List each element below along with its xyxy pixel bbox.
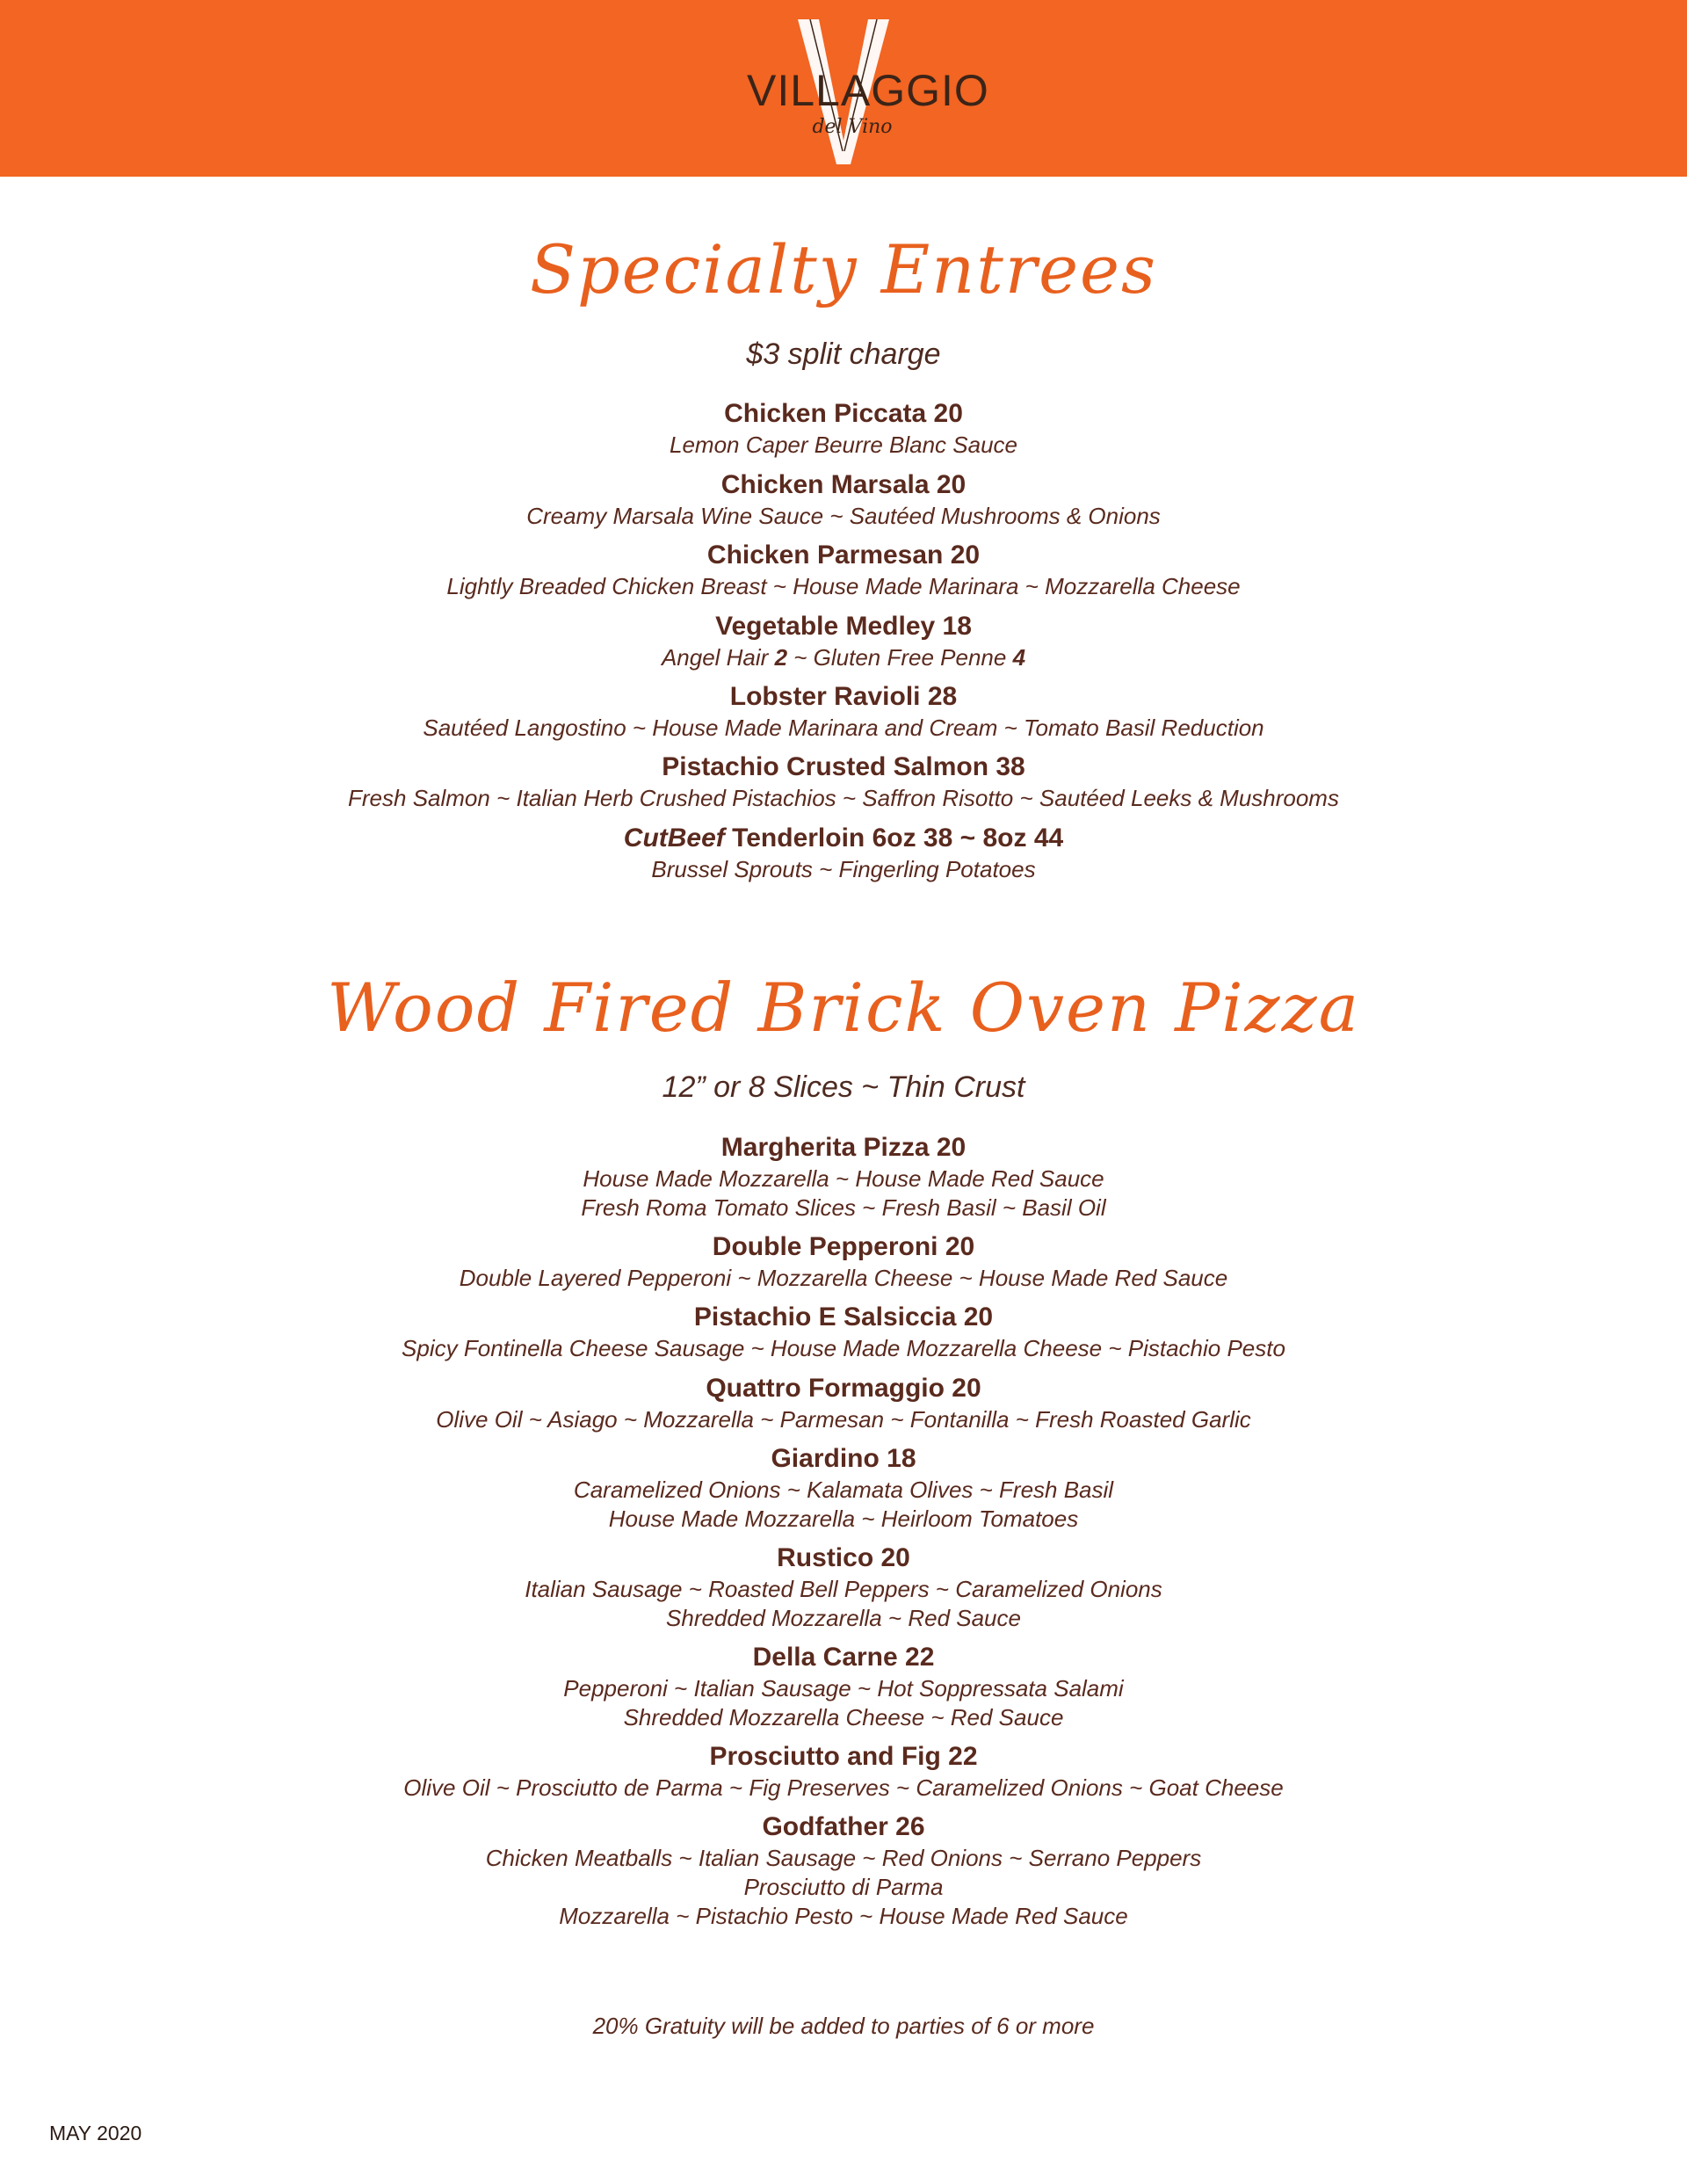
- entree-name: Chicken Parmesan 20: [706, 541, 981, 570]
- pizza-desc-line: Spicy Fontinella Cheese Sausage ~ House Made Mozzarella Cheese ~ Pistachio Pesto: [402, 1335, 1285, 1361]
- pizza-name: Godfather 26: [762, 1812, 925, 1841]
- entree-desc-part: 4: [1012, 644, 1026, 671]
- pizza-name: Double Pepperoni 20: [712, 1232, 975, 1261]
- brand-name: VILLAGGIO: [747, 66, 989, 115]
- pizza-name: Prosciutto and Fig 22: [709, 1742, 978, 1771]
- pizza-subtitle: 12” or 8 Slices ~ Thin Crust: [662, 1070, 1025, 1104]
- pizza-name: Quattro Formaggio 20: [706, 1374, 981, 1403]
- pizza-desc-line: Italian Sausage ~ Roasted Bell Peppers ~ Caramelized Onions: [525, 1576, 1162, 1602]
- pizza-desc-line: Shredded Mozzarella ~ Red Sauce: [666, 1605, 1021, 1631]
- pizza-title: Wood Fired Brick Oven Pizza: [327, 969, 1360, 1047]
- pizza-desc-line: Caramelized Onions ~ Kalamata Olives ~ Fresh Basil: [573, 1477, 1114, 1503]
- entree-desc-part: Angel Hair: [661, 644, 775, 671]
- pizza-desc-line: Olive Oil ~ Asiago ~ Mozzarella ~ Parmesan ~ Fontanilla ~ Fresh Roasted Garlic: [436, 1406, 1251, 1433]
- entree-name: Chicken Marsala 20: [720, 470, 967, 499]
- pizza-desc-line: Chicken Meatballs ~ Italian Sausage ~ Red Onions ~ Serrano Peppers: [485, 1845, 1202, 1871]
- entree-desc: Brussel Sprouts ~ Fingerling Potatoes: [651, 856, 1036, 882]
- entree-desc: Creamy Marsala Wine Sauce ~ Sautéed Mushrooms & Onions: [526, 503, 1161, 529]
- pizza-desc-line: Mozzarella ~ Pistachio Pesto ~ House Made Red Sauce: [559, 1903, 1128, 1929]
- pizza-desc-line: House Made Mozzarella ~ House Made Red Sauce: [583, 1165, 1104, 1192]
- pizza-desc-line: House Made Mozzarella ~ Heirloom Tomatoes: [608, 1506, 1079, 1532]
- header-banner: [0, 0, 1687, 177]
- entree-desc: Lightly Breaded Chicken Breast ~ House Made Marinara ~ Mozzarella Cheese: [446, 573, 1241, 599]
- entree-name: Lobster Ravioli 28: [729, 682, 958, 711]
- entree-desc-part: 2: [774, 644, 788, 671]
- entree-desc: Lemon Caper Beurre Blanc Sauce: [669, 432, 1017, 458]
- pizza-desc-line: Olive Oil ~ Prosciutto de Parma ~ Fig Preserves ~ Caramelized Onions ~ Goat Cheese: [403, 1774, 1284, 1801]
- pizza-name: Pistachio E Salsiccia 20: [693, 1302, 994, 1331]
- pizza-desc-line: Fresh Roma Tomato Slices ~ Fresh Basil ~ Basil Oil: [581, 1194, 1106, 1221]
- entree-name: Vegetable Medley 18: [715, 612, 972, 641]
- brand-subtitle: del Vino: [812, 116, 893, 138]
- entrees-title: Specialty Entrees: [529, 230, 1158, 308]
- villaggio-logo: [738, 19, 989, 164]
- entree-name: [0, 824, 1687, 853]
- pizza-name: Margherita Pizza 20: [720, 1133, 967, 1162]
- pizza-name: Rustico 20: [777, 1543, 910, 1572]
- entree-desc: [0, 644, 1687, 671]
- entree-name: Chicken Piccata 20: [724, 399, 963, 428]
- entree-desc-part: ~ Gluten Free Penne: [787, 644, 1013, 671]
- pizza-desc-line: Prosciutto di Parma: [743, 1874, 944, 1900]
- pizza-desc-line: Shredded Mozzarella Cheese ~ Red Sauce: [623, 1704, 1064, 1731]
- pizza-name: Giardino 18: [771, 1444, 916, 1473]
- entree-name-part: Tenderloin 6oz 38 ~ 8oz 44: [724, 824, 1064, 853]
- entrees-subtitle: $3 split charge: [746, 337, 941, 371]
- gratuity-note: 20% Gratuity will be added to parties of 6 or more: [592, 2013, 1095, 2039]
- entree-name: Pistachio Crusted Salmon 38: [662, 752, 1025, 781]
- entree-desc: Fresh Salmon ~ Italian Herb Crushed Pistachios ~ Saffron Risotto ~ Sautéed Leeks & Mushrooms: [348, 785, 1339, 811]
- pizza-desc-line: Double Layered Pepperoni ~ Mozzarella Cheese ~ House Made Red Sauce: [459, 1265, 1228, 1291]
- entree-name-brand: CutBeef: [623, 824, 725, 853]
- entree-desc: Sautéed Langostino ~ House Made Marinara and Cream ~ Tomato Basil Reduction: [423, 715, 1264, 741]
- pizza-desc-line: Pepperoni ~ Italian Sausage ~ Hot Soppressata Salami: [563, 1675, 1124, 1701]
- menu-date: MAY 2020: [49, 2122, 142, 2144]
- pizza-name: Della Carne 22: [752, 1643, 935, 1672]
